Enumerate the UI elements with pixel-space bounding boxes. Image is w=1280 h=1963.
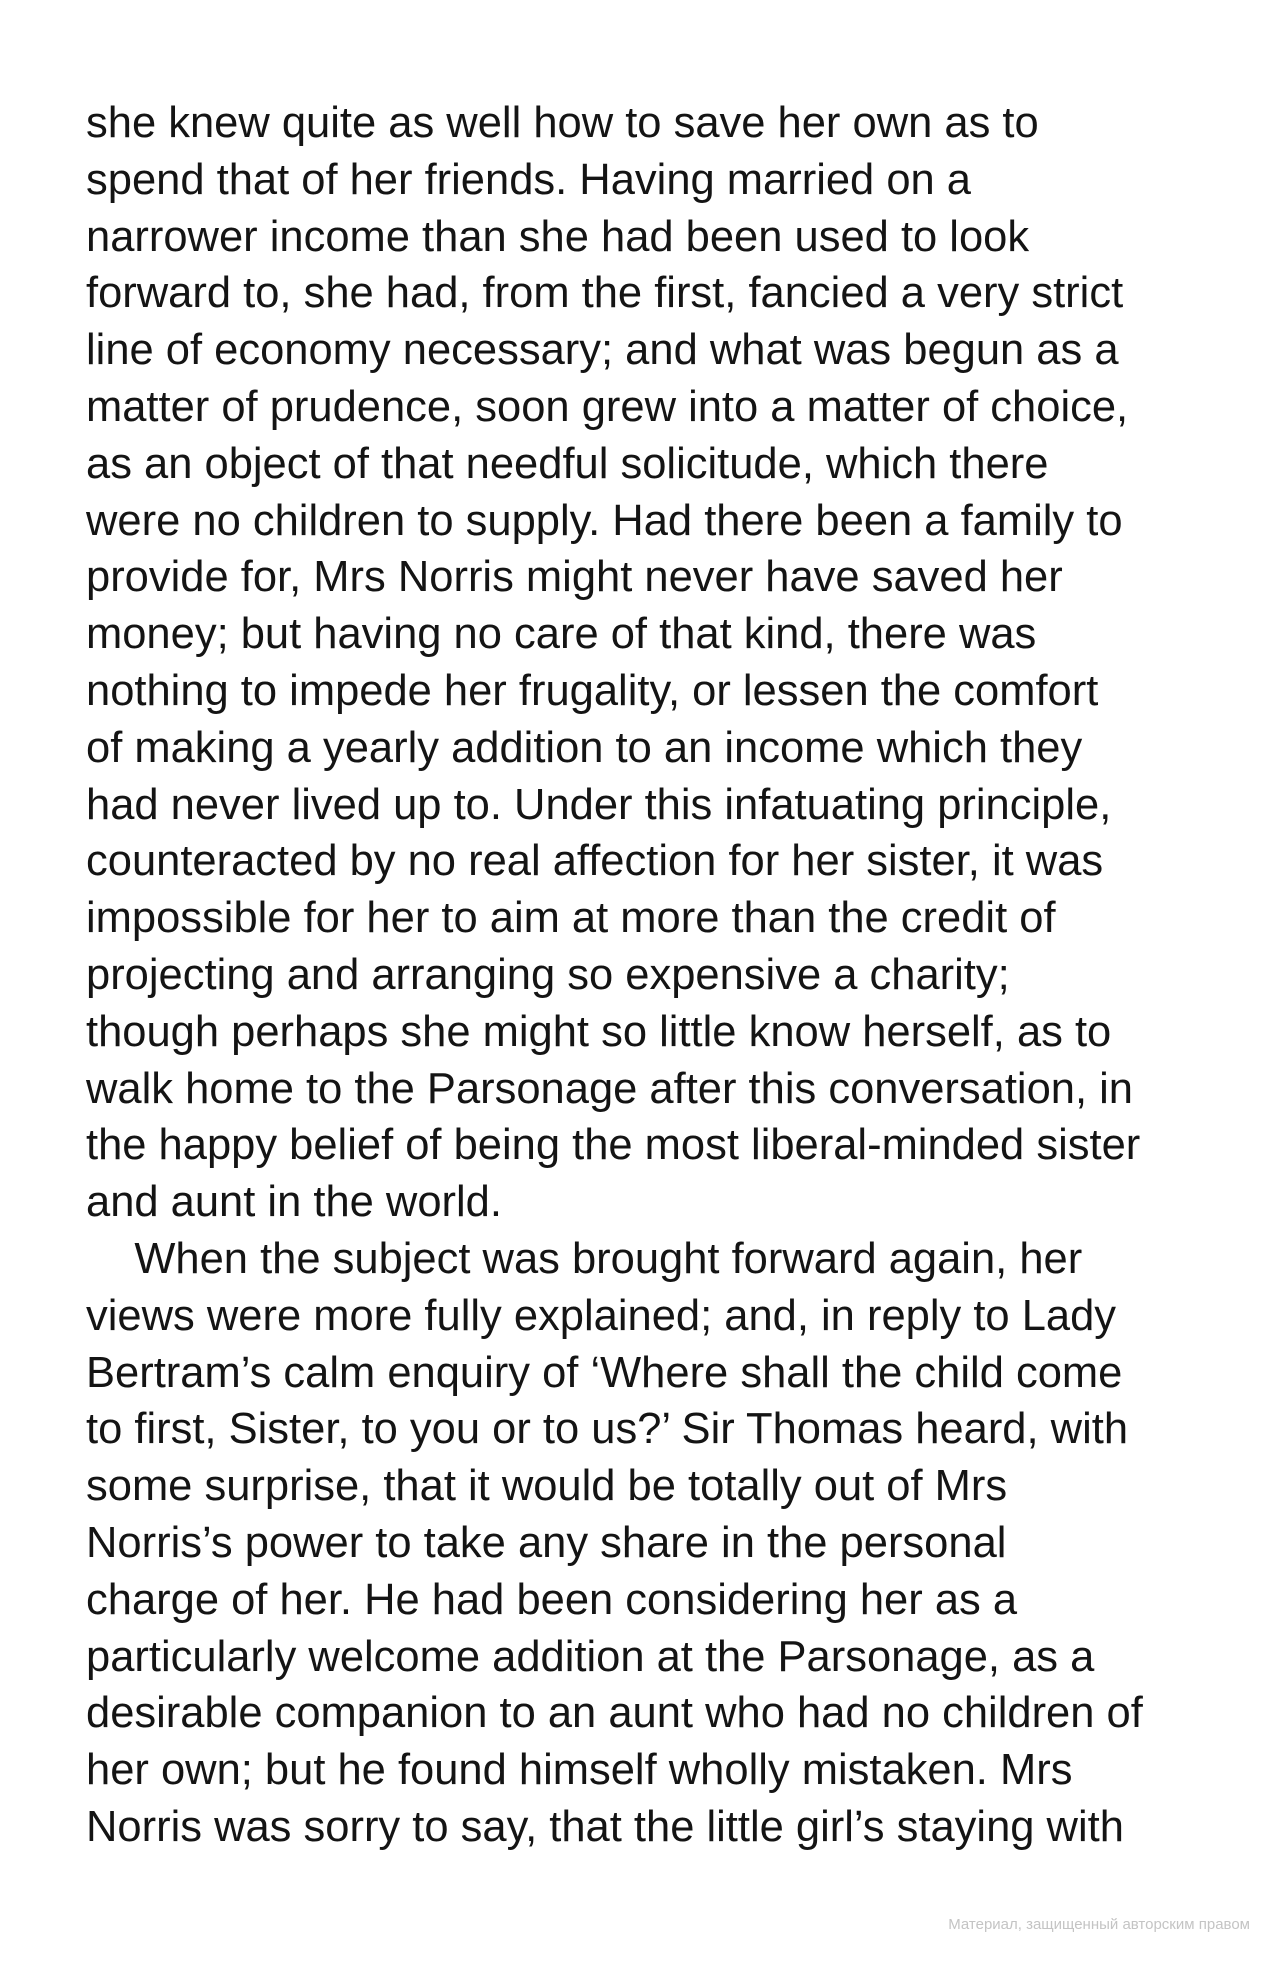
text-line: her own; but he found himself wholly mistaken. Mrs bbox=[86, 1746, 1073, 1795]
text-line: though perhaps she might so little know herself, as to bbox=[86, 1007, 1112, 1056]
text-line: projecting and arranging so expensive a charity; bbox=[86, 950, 1010, 999]
text-line: line of economy necessary; and what was begun as a bbox=[86, 326, 1119, 375]
text-line: were no children to supply. Had there been a family to bbox=[86, 496, 1123, 545]
text-line: Bertram’s calm enquiry of ‘Where shall the child come bbox=[86, 1348, 1123, 1397]
text-line: spend that of her friends. Having married on a bbox=[86, 155, 971, 204]
copyright-watermark: Материал, защищенный авторским правом bbox=[948, 1916, 1250, 1933]
text-line: some surprise, that it would be totally out of Mrs bbox=[86, 1462, 1008, 1511]
text-line: particularly welcome addition at the Parsonage, as a bbox=[86, 1632, 1095, 1681]
text-line: desirable companion to an aunt who had no children of bbox=[86, 1689, 1143, 1738]
text-line: of making a yearly addition to an income which they bbox=[86, 723, 1083, 772]
text-line: as an object of that needful solicitude, which there bbox=[86, 439, 1049, 488]
text-line: counteracted by no real affection for her sister, it was bbox=[86, 837, 1104, 886]
text-line: narrower income than she had been used to look bbox=[86, 212, 1030, 261]
text-line: walk home to the Parsonage after this conversation, in bbox=[86, 1064, 1133, 1113]
text-line: charge of her. He had been considering her as a bbox=[86, 1575, 1018, 1624]
text-line: When the subject was brought forward again, her bbox=[86, 1234, 1083, 1283]
text-line: and aunt in the world. bbox=[86, 1178, 502, 1227]
text-line: she knew quite as well how to save her own as to bbox=[86, 99, 1039, 147]
text-line: matter of prudence, soon grew into a matter of choice, bbox=[86, 382, 1129, 431]
text-line: provide for, Mrs Norris might never have saved her bbox=[86, 553, 1063, 602]
text-line: had never lived up to. Under this infatuating principle, bbox=[86, 780, 1112, 829]
text-line: money; but having no care of that kind, there was bbox=[86, 610, 1037, 659]
body-text bbox=[86, 95, 1206, 1856]
text-line: Norris’s power to take any share in the personal bbox=[86, 1518, 1007, 1567]
text-line: impossible for her to aim at more than the credit of bbox=[86, 894, 1056, 943]
text-line: nothing to impede her frugality, or lessen the comfort bbox=[86, 666, 1099, 715]
text-line: forward to, she had, from the first, fancied a very strict bbox=[86, 269, 1124, 318]
text-line: to first, Sister, to you or to us?’ Sir Thomas heard, with bbox=[86, 1405, 1129, 1454]
text-line: the happy belief of being the most liberal-minded sister bbox=[86, 1121, 1141, 1170]
text-line: views were more fully explained; and, in reply to Lady bbox=[86, 1291, 1117, 1340]
text-line: Norris was sorry to say, that the little girl’s staying with bbox=[86, 1802, 1124, 1851]
